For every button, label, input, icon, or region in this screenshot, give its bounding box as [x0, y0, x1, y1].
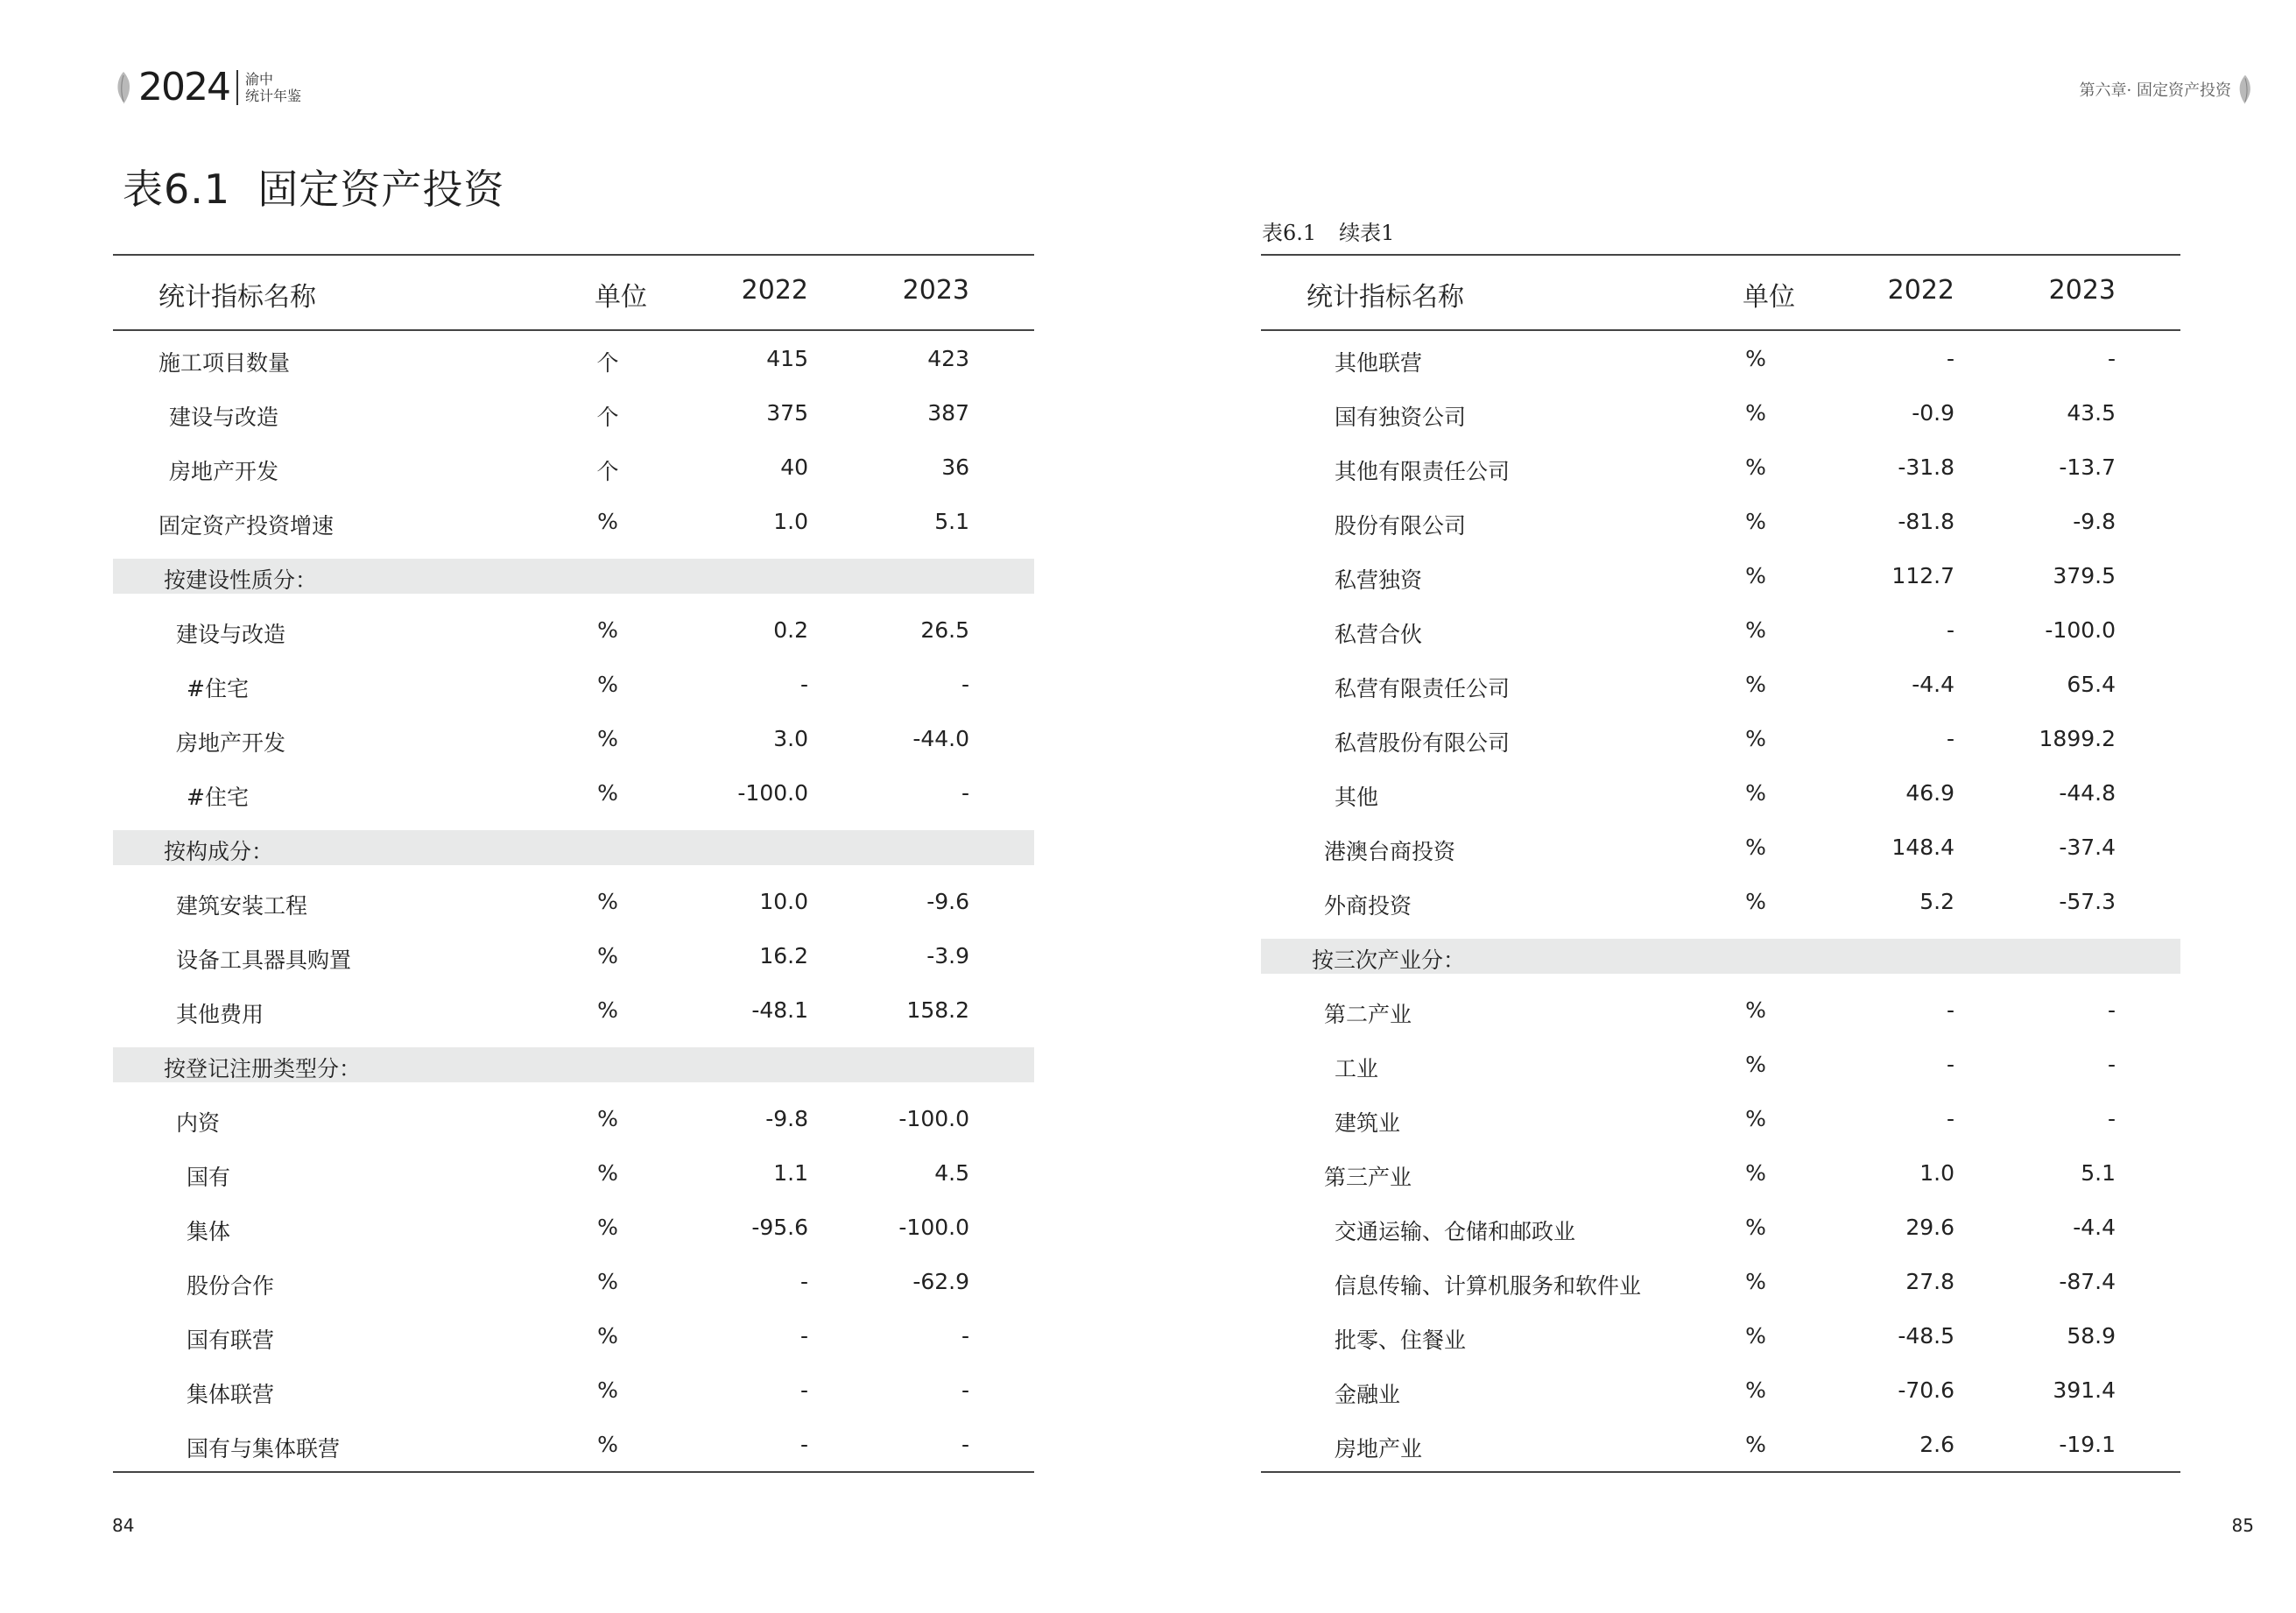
indicator-name: 港澳台商投资 — [1324, 839, 1456, 864]
table-row — [1261, 1145, 2180, 1200]
unit-cell: % — [1745, 1269, 1766, 1294]
table-row — [113, 1091, 1034, 1145]
indicator-name: 房地产业 — [1335, 1436, 1423, 1462]
value-2022-cell: - — [799, 1323, 808, 1349]
unit-cell: % — [1745, 1160, 1766, 1186]
section-label: 按建设性质分： — [164, 567, 318, 593]
left-table-header — [113, 254, 1034, 331]
value-2022-cell: - — [799, 1432, 808, 1457]
value-2023-cell: -3.9 — [926, 943, 969, 969]
unit-cell: % — [597, 617, 618, 643]
table-row — [1261, 765, 2180, 820]
indicator-name: 施工项目数量 — [158, 350, 291, 376]
value-2023-cell: -100.0 — [898, 1106, 969, 1131]
value-2022-cell: - — [1946, 1106, 1954, 1131]
value-2022-cell: 1.1 — [773, 1160, 808, 1186]
left-table — [113, 254, 1034, 1473]
section-label: 按构成分： — [164, 839, 274, 864]
unit-cell: % — [597, 1215, 618, 1240]
value-2022-cell: -48.5 — [1898, 1323, 1954, 1349]
indicator-name: 其他联营 — [1335, 350, 1423, 376]
unit-cell: % — [1745, 1323, 1766, 1349]
unit-cell: % — [597, 1432, 618, 1457]
table-row — [113, 1145, 1034, 1200]
continuation-label: 表6.1 — [1262, 221, 1317, 245]
value-2023-cell: -62.9 — [912, 1269, 969, 1294]
table-row — [113, 928, 1034, 983]
unit-cell: % — [1745, 1106, 1766, 1131]
unit-cell: % — [597, 1323, 618, 1349]
table-row — [1261, 331, 2180, 385]
section-label: 按登记注册类型分： — [164, 1056, 362, 1081]
indicator-name: 股份合作 — [187, 1273, 275, 1299]
value-2022-cell: 27.8 — [1905, 1269, 1954, 1294]
section-label: 按三次产业分： — [1312, 947, 1466, 973]
table-row — [1261, 440, 2180, 494]
value-2023-cell: -57.3 — [2059, 889, 2116, 914]
table-row — [113, 1308, 1034, 1363]
unit-cell: % — [1745, 1377, 1766, 1403]
value-2022-cell: 29.6 — [1905, 1215, 1954, 1240]
page-number-left: 84 — [112, 1515, 135, 1536]
section-row — [113, 820, 1034, 874]
value-2022-cell: 5.2 — [1919, 889, 1954, 914]
logo-subtitle — [245, 71, 301, 104]
right-page — [1148, 0, 2296, 1613]
indicator-name: 第三产业 — [1324, 1165, 1412, 1190]
value-2023-cell: -44.0 — [912, 726, 969, 751]
unit-cell: % — [597, 509, 618, 534]
value-2023-cell: -9.8 — [2073, 509, 2116, 534]
value-2023-cell: 423 — [927, 346, 969, 371]
value-2022-cell: 10.0 — [759, 889, 808, 914]
unit-cell: % — [1745, 400, 1766, 426]
value-2022-cell: - — [799, 672, 808, 697]
value-2022-cell: 1.0 — [773, 509, 808, 534]
table-row — [1261, 874, 2180, 928]
value-2022-cell: -100.0 — [737, 780, 808, 806]
value-2023-cell: -13.7 — [2059, 454, 2116, 480]
section-row — [113, 548, 1034, 602]
indicator-name: 交通运输、仓储和邮政业 — [1335, 1219, 1576, 1244]
value-2023-cell: - — [961, 1432, 969, 1457]
title-text: 固定资产投资 — [257, 166, 505, 213]
indicator-name: 私营合伙 — [1335, 622, 1423, 647]
value-2023-cell: -19.1 — [2059, 1432, 2116, 1457]
leaf-emblem-icon — [114, 70, 133, 105]
col-header-2023: 2023 — [2048, 275, 2116, 306]
logo-subtitle-line1: 渝中 — [244, 71, 273, 88]
table-row — [1261, 1254, 2180, 1308]
table-row — [113, 602, 1034, 657]
value-2023-cell: - — [2107, 1052, 2116, 1077]
value-2022-cell: 0.2 — [773, 617, 808, 643]
value-2023-cell: -100.0 — [898, 1215, 969, 1240]
indicator-name: 批零、住餐业 — [1335, 1328, 1467, 1353]
unit-cell: % — [1745, 889, 1766, 914]
table-row — [1261, 1037, 2180, 1091]
indicator-name: 私营股份有限公司 — [1335, 730, 1511, 756]
value-2023-cell: - — [961, 780, 969, 806]
chapter-title: 第六章· 固定资产投资 — [2079, 81, 2231, 100]
value-2023-cell: - — [2107, 346, 2116, 371]
unit-cell: % — [1745, 509, 1766, 534]
value-2022-cell: 1.0 — [1919, 1160, 1954, 1186]
value-2023-cell: - — [2107, 1106, 2116, 1131]
unit-cell: % — [1745, 454, 1766, 480]
indicator-name: 私营有限责任公司 — [1335, 676, 1511, 701]
indicator-name: 国有独资公司 — [1335, 405, 1467, 430]
col-header-2022: 2022 — [1887, 275, 1954, 306]
continuation-title — [1262, 215, 1394, 246]
value-2023-cell: 65.4 — [2067, 672, 2116, 697]
unit-cell: % — [1745, 346, 1766, 371]
value-2022-cell: -95.6 — [751, 1215, 808, 1240]
table-row — [1261, 711, 2180, 765]
logo-divider — [236, 70, 238, 105]
value-2023-cell: 1899.2 — [2039, 726, 2116, 751]
unit-cell: % — [597, 1106, 618, 1131]
value-2023-cell: 379.5 — [2053, 563, 2116, 588]
table-row — [113, 385, 1034, 440]
unit-cell: % — [1745, 563, 1766, 588]
value-2023-cell: -100.0 — [2045, 617, 2116, 643]
value-2022-cell: -70.6 — [1898, 1377, 1954, 1403]
table-row — [1261, 548, 2180, 602]
indicator-name: 工业 — [1335, 1056, 1379, 1081]
unit-cell: % — [597, 943, 618, 969]
indicator-name: 国有 — [187, 1165, 231, 1190]
col-header-name: 统计指标名称 — [158, 282, 316, 313]
value-2023-cell: 391.4 — [2053, 1377, 2116, 1403]
unit-cell: % — [1745, 726, 1766, 751]
value-2023-cell: 4.5 — [934, 1160, 969, 1186]
left-table-body — [113, 331, 1034, 1473]
value-2022-cell: - — [1946, 1052, 1954, 1077]
indicator-name: 第二产业 — [1324, 1002, 1412, 1027]
value-2023-cell: -9.6 — [926, 889, 969, 914]
table-row — [1261, 602, 2180, 657]
indicator-name: 房地产开发 — [169, 459, 279, 484]
col-header-unit: 单位 — [595, 282, 647, 313]
indicator-name: 股份有限公司 — [1335, 513, 1467, 539]
value-2022-cell: 112.7 — [1891, 563, 1954, 588]
page-number-right: 85 — [2231, 1515, 2254, 1536]
indicator-name: #住宅 — [187, 676, 249, 701]
table-row — [1261, 1200, 2180, 1254]
indicator-name: 国有与集体联营 — [187, 1436, 341, 1462]
section-row — [113, 1037, 1034, 1091]
col-header-2022: 2022 — [741, 275, 808, 306]
unit-cell: % — [597, 672, 618, 697]
indicator-name: 信息传输、计算机服务和软件业 — [1335, 1273, 1642, 1299]
value-2022-cell: -9.8 — [765, 1106, 808, 1131]
value-2023-cell: -44.8 — [2059, 780, 2116, 806]
yearbook-logo — [114, 65, 301, 109]
indicator-name: 国有联营 — [187, 1328, 275, 1353]
right-table-header — [1261, 254, 2180, 331]
table-row — [113, 657, 1034, 711]
indicator-name: 集体 — [187, 1219, 231, 1244]
indicator-name: 建筑业 — [1335, 1110, 1401, 1136]
value-2022-cell: 46.9 — [1905, 780, 1954, 806]
unit-cell: 个 — [596, 350, 619, 376]
value-2023-cell: 5.1 — [934, 509, 969, 534]
value-2022-cell: 3.0 — [773, 726, 808, 751]
indicator-name: 房地产开发 — [176, 730, 286, 756]
table-row — [1261, 983, 2180, 1037]
table-row — [113, 1254, 1034, 1308]
leaf-emblem-icon — [2236, 74, 2254, 105]
right-table-body — [1261, 331, 2180, 1473]
value-2022-cell: -81.8 — [1898, 509, 1954, 534]
table-row — [113, 1417, 1034, 1471]
table-row — [113, 1200, 1034, 1254]
table-row — [113, 494, 1034, 548]
table-row — [1261, 1308, 2180, 1363]
title-prefix: 表 — [123, 166, 164, 213]
value-2022-cell: - — [1946, 726, 1954, 751]
value-2022-cell: 415 — [766, 346, 808, 371]
indicator-name: 内资 — [176, 1110, 221, 1136]
table-row — [1261, 820, 2180, 874]
indicator-name: 私营独资 — [1335, 567, 1423, 593]
value-2023-cell: - — [2107, 997, 2116, 1023]
unit-cell: % — [1745, 997, 1766, 1023]
unit-cell: % — [1745, 617, 1766, 643]
col-header-2023: 2023 — [902, 275, 969, 306]
right-table — [1261, 254, 2180, 1473]
chapter-header — [2080, 74, 2254, 105]
unit-cell: % — [1745, 780, 1766, 806]
value-2023-cell: -4.4 — [2073, 1215, 2116, 1240]
unit-cell: % — [597, 997, 618, 1023]
value-2023-cell: - — [961, 672, 969, 697]
section-row — [1261, 928, 2180, 983]
table-row — [1261, 494, 2180, 548]
value-2023-cell: 387 — [927, 400, 969, 426]
table-row — [1261, 385, 2180, 440]
unit-cell: % — [597, 726, 618, 751]
value-2022-cell: -0.9 — [1912, 400, 1954, 426]
indicator-name: 建设与改造 — [176, 622, 286, 647]
indicator-name: 固定资产投资增速 — [158, 513, 335, 539]
table-row — [113, 983, 1034, 1037]
value-2023-cell: -87.4 — [2059, 1269, 2116, 1294]
value-2023-cell: 43.5 — [2067, 400, 2116, 426]
indicator-name: 其他有限责任公司 — [1335, 459, 1511, 484]
table-row — [1261, 657, 2180, 711]
table-row — [113, 874, 1034, 928]
unit-cell: 个 — [596, 405, 619, 430]
value-2022-cell: -4.4 — [1912, 672, 1954, 697]
unit-cell: % — [1745, 1052, 1766, 1077]
table-row — [1261, 1417, 2180, 1471]
page-title — [123, 158, 504, 215]
table-row — [1261, 1363, 2180, 1417]
value-2022-cell: 148.4 — [1891, 835, 1954, 860]
value-2023-cell: - — [961, 1377, 969, 1403]
unit-cell: % — [1745, 672, 1766, 697]
indicator-name: 其他费用 — [176, 1002, 264, 1027]
unit-cell: % — [597, 1269, 618, 1294]
indicator-name: 金融业 — [1335, 1382, 1401, 1407]
indicator-name: 外商投资 — [1324, 893, 1412, 919]
value-2023-cell: 36 — [941, 454, 969, 480]
continuation-text: 续表1 — [1339, 221, 1395, 245]
indicator-name: 建设与改造 — [169, 405, 279, 430]
unit-cell: % — [597, 780, 618, 806]
value-2022-cell: 2.6 — [1919, 1432, 1954, 1457]
unit-cell: % — [597, 1377, 618, 1403]
value-2023-cell: 58.9 — [2067, 1323, 2116, 1349]
unit-cell: % — [597, 1160, 618, 1186]
table-row — [113, 711, 1034, 765]
value-2022-cell: - — [799, 1269, 808, 1294]
value-2023-cell: 5.1 — [2081, 1160, 2116, 1186]
value-2022-cell: - — [1946, 997, 1954, 1023]
value-2022-cell: -48.1 — [751, 997, 808, 1023]
value-2022-cell: -31.8 — [1898, 454, 1954, 480]
col-header-unit: 单位 — [1743, 282, 1795, 313]
table-row — [1261, 1091, 2180, 1145]
unit-cell: % — [1745, 1215, 1766, 1240]
value-2022-cell: 40 — [780, 454, 808, 480]
value-2023-cell: 158.2 — [906, 997, 969, 1023]
value-2022-cell: - — [1946, 346, 1954, 371]
value-2023-cell: 26.5 — [920, 617, 969, 643]
table-row — [113, 765, 1034, 820]
col-header-name: 统计指标名称 — [1306, 282, 1464, 313]
indicator-name: 其他 — [1335, 785, 1379, 810]
table-row — [113, 440, 1034, 494]
logo-year: 2024 — [138, 65, 229, 109]
unit-cell: % — [1745, 1432, 1766, 1457]
indicator-name: 建筑安装工程 — [176, 893, 308, 919]
value-2023-cell: -37.4 — [2059, 835, 2116, 860]
unit-cell: 个 — [596, 459, 619, 484]
value-2022-cell: - — [1946, 617, 1954, 643]
indicator-name: #住宅 — [187, 785, 249, 810]
value-2022-cell: 375 — [766, 400, 808, 426]
logo-subtitle-line2: 统计年鉴 — [244, 88, 301, 104]
value-2022-cell: 16.2 — [759, 943, 808, 969]
title-number: 6.1 — [164, 166, 231, 213]
value-2022-cell: - — [799, 1377, 808, 1403]
table-row — [113, 331, 1034, 385]
indicator-name: 集体联营 — [187, 1382, 275, 1407]
table-row — [113, 1363, 1034, 1417]
indicator-name: 设备工具器具购置 — [176, 947, 352, 973]
value-2023-cell: - — [961, 1323, 969, 1349]
unit-cell: % — [1745, 835, 1766, 860]
unit-cell: % — [597, 889, 618, 914]
